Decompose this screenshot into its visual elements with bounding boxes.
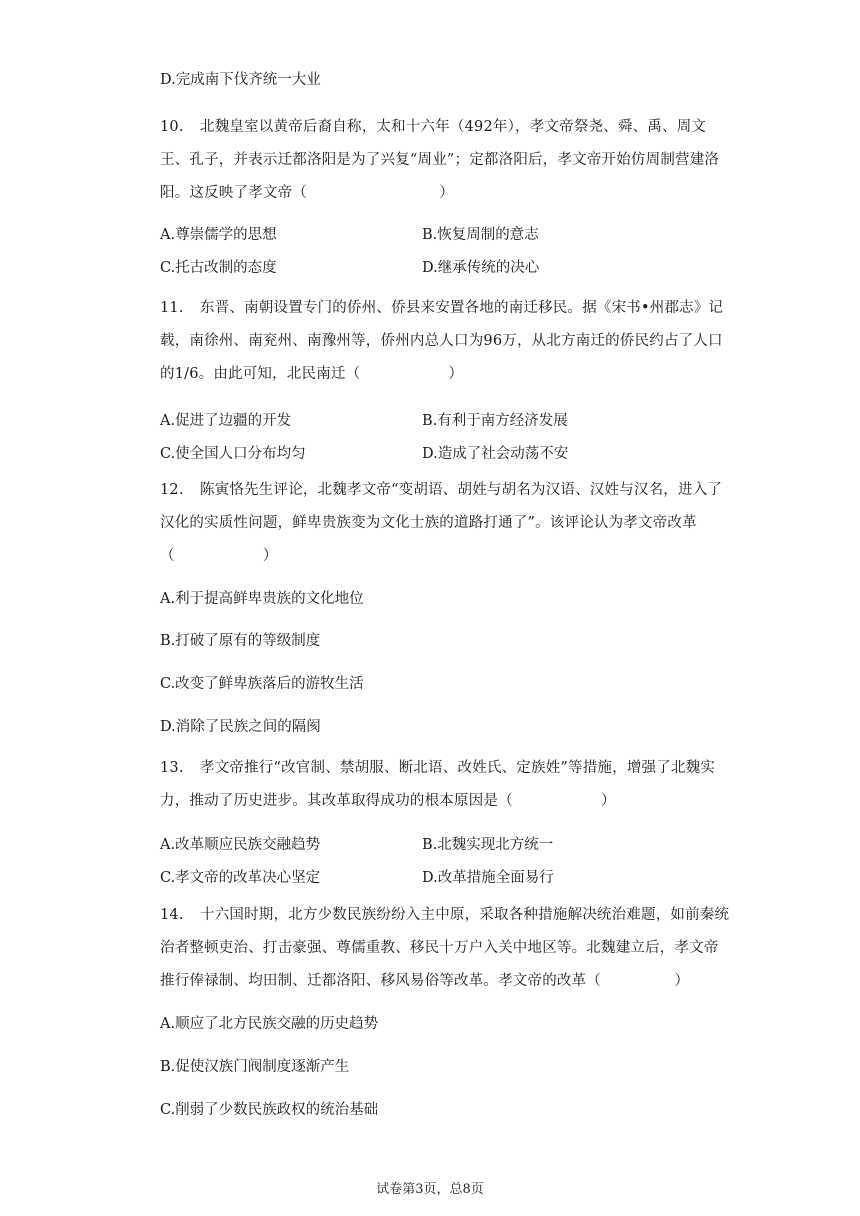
q14-option-a: A.顺应了北方民族交融的历史趋势 bbox=[160, 1016, 379, 1032]
q13-number: 13. bbox=[160, 760, 184, 776]
q11-option-b: B.有利于南方经济发展 bbox=[422, 413, 568, 429]
q11-option-c: C.使全国人口分布均匀 bbox=[160, 446, 306, 462]
q10-options-row-1 bbox=[160, 225, 539, 245]
q13-options-row-2 bbox=[160, 868, 554, 888]
q13-option-a: A.改革顺应民族交融趋势 bbox=[160, 837, 321, 853]
q14-number: 14. bbox=[160, 907, 184, 923]
q12-option-d: D.消除了民族之间的隔阂 bbox=[160, 719, 321, 735]
q10-option-d: D.继承传统的决心 bbox=[422, 260, 540, 276]
q12-number: 12. bbox=[160, 482, 184, 498]
q11-options-row-2 bbox=[160, 444, 569, 464]
q13-option-c: C.孝文帝的改革决心坚定 bbox=[160, 870, 321, 886]
q10-option-b: B.恢复周制的意志 bbox=[422, 227, 539, 243]
q12-text: 陈寅恪先生评论，北魏孝文帝“变胡语、胡姓与胡名为汉语、汉姓与汉名，进入了汉化的实质性问题，鲜卑贵族变为文化士族的道路打通了”。该评论认为孝文帝改革（ ） bbox=[160, 482, 723, 564]
q9-option-d: D.完成南下伐齐统一大业 bbox=[160, 72, 321, 88]
q13-options-row-1 bbox=[160, 835, 554, 855]
q11-option-d: D.造成了社会动荡不安 bbox=[422, 446, 569, 462]
q10-options-row-2 bbox=[160, 258, 540, 278]
q13-option-d: D.改革措施全面易行 bbox=[422, 870, 554, 886]
q10-stem bbox=[160, 111, 730, 210]
q11-options-row-1 bbox=[160, 411, 568, 431]
q11-option-a: A.促进了边疆的开发 bbox=[160, 413, 292, 429]
q14-text: 十六国时期，北方少数民族纷纷入主中原，采取各种措施解决统治难题，如前秦统治者整顿吏治、打击豪强、尊儒重教、移民十万户入关中地区等。北魏建立后，孝文帝推行俸禄制、均田制、迁都洛阳、移风易俗等改革。孝文帝的改革（ ） bbox=[160, 907, 730, 989]
q10-text: 北魏皇室以黄帝后裔自称，太和十六年（492年），孝文帝祭尧、舜、禹、周文王、孔子，并表示迁都洛阳是为了兴复“周业”；定都洛阳后，孝文帝开始仿周制营建洛阳。这反映了孝文帝（ ） bbox=[160, 119, 720, 201]
q10-number: 10. bbox=[160, 119, 184, 135]
q13-option-b: B.北魏实现北方统一 bbox=[422, 837, 554, 853]
q13-text: 孝文帝推行“改官制、禁胡服、断北语、改姓氏、定族姓”等措施，增强了北魏实力，推动了历史进步。其改革取得成功的根本原因是（ ） bbox=[160, 760, 716, 809]
q14-option-b: B.促使汉族门阀制度逐渐产生 bbox=[160, 1059, 350, 1075]
q12-option-a: A.利于提高鲜卑贵族的文化地位 bbox=[160, 591, 364, 607]
q12-stem bbox=[160, 474, 730, 573]
q11-stem bbox=[160, 292, 730, 391]
q14-option-c: C.削弱了少数民族政权的统治基础 bbox=[160, 1102, 379, 1118]
q11-text: 东晋、南朝设置专门的侨州、侨县来安置各地的南迁移民。据《宋书•州郡志》记载，南徐州、南兖州、南豫州等，侨州内总人口为96万，从北方南迁的侨民约占了人口的1/6。由此可知，北民南迁（ ） bbox=[160, 300, 724, 382]
q11-number: 11. bbox=[160, 300, 184, 316]
q13-stem bbox=[160, 752, 730, 818]
q10-option-a: A.尊崇儒学的思想 bbox=[160, 227, 277, 243]
q12-option-b: B.打破了原有的等级制度 bbox=[160, 633, 321, 649]
q10-option-c: C.托古改制的态度 bbox=[160, 260, 277, 276]
page-footer: 试卷第3页，总8页 bbox=[376, 1182, 484, 1197]
q14-stem bbox=[160, 899, 730, 998]
q12-option-c: C.改变了鲜卑族落后的游牧生活 bbox=[160, 676, 364, 692]
